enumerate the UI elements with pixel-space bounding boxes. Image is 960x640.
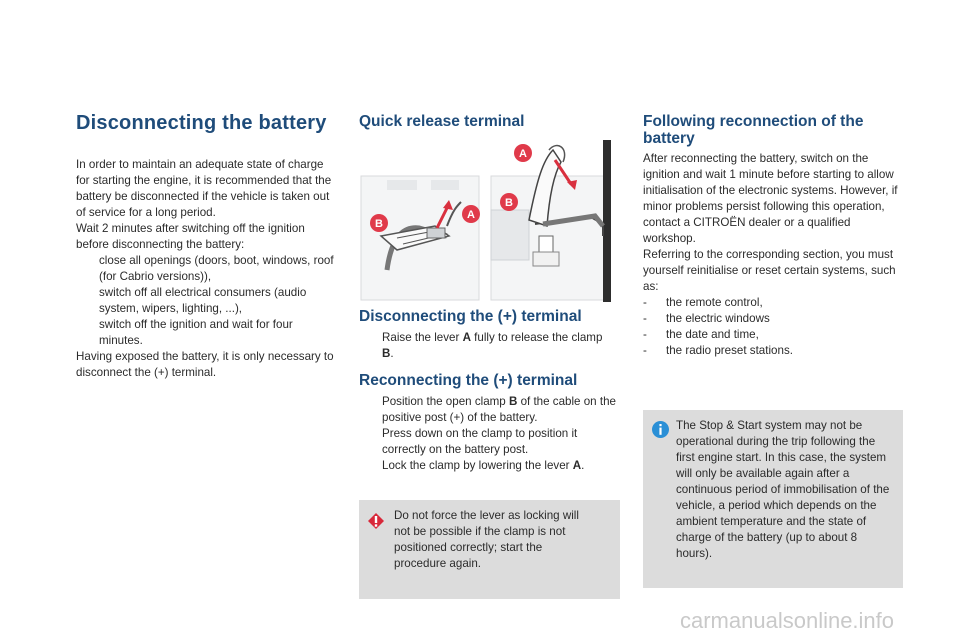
reconnection-paragraph: After reconnecting the battery, switch on the ignition and wait 1 minute before starting to allow initialisation of the electronic systems. However, if minor problems persist following this operation, contact a CITROËN dealer or a qualified workshop. xyxy=(643,152,898,245)
list-item: - the date and time, xyxy=(643,328,759,341)
reconnecting-heading: Reconnecting the (+) terminal xyxy=(359,372,578,389)
right-column-text xyxy=(643,151,901,359)
list-item: - the radio preset stations. xyxy=(643,344,793,357)
list-item: - the electric windows xyxy=(643,312,770,325)
reinitialise-paragraph: Referring to the corresponding section, you must yourself reinitialise or reset certain systems, such as: xyxy=(643,248,896,293)
dash-marker: - xyxy=(643,312,647,325)
reconnecting-steps xyxy=(359,394,617,474)
list-item: Lock the clamp by lowering the lever A. xyxy=(382,459,585,472)
footer-watermark: carmanualsonline.info xyxy=(680,608,895,633)
dash-marker: - xyxy=(643,344,647,357)
wait-paragraph: Wait 2 minutes after switching off the ignition before disconnecting the battery: xyxy=(76,222,305,251)
info-icon xyxy=(652,421,669,438)
warning-text: Do not force the lever as locking will not be possible if the clamp is not positioned correctly; start the procedure again. xyxy=(394,509,579,570)
list-item: close all openings (doors, boot, windows, roof (for Cabrio versions)), xyxy=(99,254,334,283)
dash-marker: - xyxy=(643,328,647,341)
list-item: Press down on the clamp to position it correctly on the battery post. xyxy=(382,427,578,456)
warning-icon xyxy=(367,512,385,530)
label-b-left: B xyxy=(375,218,383,230)
left-column-text xyxy=(76,157,338,381)
info-text: The Stop & Start system may not be operational during the trip following the first engine start. In this case, the system will only be available again after a continuous period of immobilisation of the vehicle, a period which depends on the ambient temperature and the state of charge of the battery (up to about 8 hours). xyxy=(676,419,890,560)
disconnecting-heading: Disconnecting the (+) terminal xyxy=(359,308,582,325)
battery-terminal-illustration xyxy=(357,140,613,302)
illustration-svg xyxy=(357,140,613,302)
disconnecting-steps xyxy=(359,330,617,362)
warning-box xyxy=(359,500,620,599)
reconnection-heading: Following reconnection of the battery xyxy=(643,113,864,147)
list-item: switch off all electrical consumers (audio system, wipers, lighting, ...), xyxy=(99,286,307,315)
dash-marker: - xyxy=(643,296,647,309)
list-item: Raise the lever A fully to release the clamp B. xyxy=(382,331,603,360)
info-box xyxy=(643,410,903,588)
list-item: Position the open clamp B of the cable on the positive post (+) of the battery. xyxy=(382,395,616,424)
label-a-left: A xyxy=(467,209,475,221)
list-item: - the remote control, xyxy=(643,296,763,309)
list-item: switch off the ignition and wait for four minutes. xyxy=(99,318,293,347)
page-title: Disconnecting the battery xyxy=(76,112,327,134)
exposed-paragraph: Having exposed the battery, it is only necessary to disconnect the (+) terminal. xyxy=(76,350,334,379)
intro-paragraph: In order to maintain an adequate state of charge for starting the engine, it is recommended that the battery be disconnected if the vehicle is taken out of service for a long period. xyxy=(76,158,332,219)
label-a-right: A xyxy=(519,148,527,160)
quick-release-heading: Quick release terminal xyxy=(359,113,525,130)
label-b-right: B xyxy=(505,197,513,209)
